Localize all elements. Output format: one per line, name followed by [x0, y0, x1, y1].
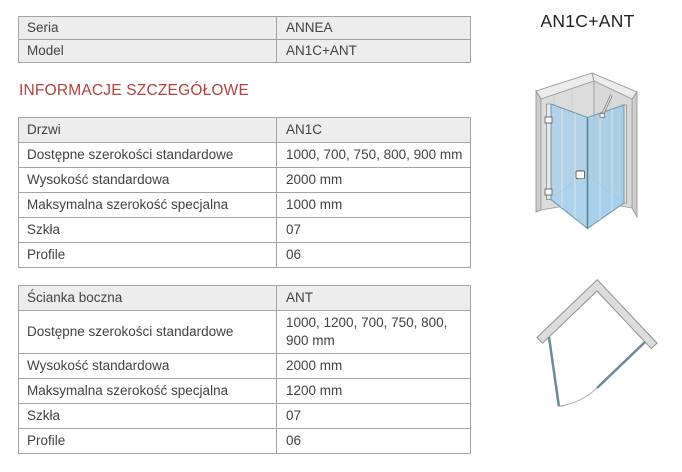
- row-label: Wysokość standardowa: [19, 354, 277, 379]
- table-row: [19, 311, 471, 354]
- side-header-label: Ścianka boczna: [19, 286, 277, 311]
- row-value: 06: [277, 429, 471, 454]
- section-heading: INFORMACJE SZCZEGÓŁOWE: [19, 82, 250, 99]
- spec-table-door: [18, 117, 471, 268]
- row-label: Szkła: [19, 404, 277, 429]
- meta-value-seria: ANNEA: [277, 17, 471, 40]
- spec-table-side-wall: [18, 285, 471, 454]
- table-header-row: [19, 118, 471, 143]
- row-value: 07: [277, 404, 471, 429]
- table-row: [19, 193, 471, 218]
- door-header-label: Drzwi: [19, 118, 277, 143]
- table-row: [19, 243, 471, 268]
- row-value: 1000 mm: [277, 193, 471, 218]
- table-row: [19, 40, 471, 63]
- hinge-bottom-icon: [545, 189, 552, 195]
- table-row: [19, 17, 471, 40]
- table-row: [19, 354, 471, 379]
- plan-walls: [537, 280, 657, 349]
- plan-view-drawing: [525, 278, 665, 418]
- row-label: Dostępne szerokości standardowe: [19, 143, 277, 168]
- diagram-title: AN1C+ANT: [540, 11, 635, 31]
- table-row: [19, 429, 471, 454]
- meta-label-model: Model: [19, 40, 277, 63]
- glass-side-panel: [588, 105, 625, 229]
- table-row: [19, 168, 471, 193]
- table-row: [19, 218, 471, 243]
- plan-door-open: [549, 337, 559, 406]
- meta-value-model: AN1C+ANT: [277, 40, 471, 63]
- hinge-top-icon: [545, 117, 552, 123]
- door-header-value: AN1C: [277, 118, 471, 143]
- row-label: Dostępne szerokości standardowe: [19, 311, 277, 354]
- table-row: [19, 404, 471, 429]
- table-header-row: [19, 286, 471, 311]
- row-label: Wysokość standardowa: [19, 168, 277, 193]
- door-knob-icon: [576, 171, 585, 179]
- row-value: 1000, 1200, 700, 750, 800, 900 mm: [277, 311, 471, 354]
- table-row: [19, 379, 471, 404]
- row-value: 06: [277, 243, 471, 268]
- side-header-value: ANT: [277, 286, 471, 311]
- row-value: 2000 mm: [277, 354, 471, 379]
- table-row: [19, 143, 471, 168]
- meta-table: [18, 16, 471, 63]
- door-swing-arc: [559, 388, 597, 406]
- row-label: Maksymalna szerokość specjalna: [19, 193, 277, 218]
- row-label: Profile: [19, 243, 277, 268]
- row-label: Maksymalna szerokość specjalna: [19, 379, 277, 404]
- row-label: Profile: [19, 429, 277, 454]
- meta-label-seria: Seria: [19, 17, 277, 40]
- row-label: Szkła: [19, 218, 277, 243]
- plan-side-panel: [597, 342, 645, 388]
- isometric-enclosure-drawing: [510, 58, 680, 268]
- row-value: 1200 mm: [277, 379, 471, 404]
- row-value: 1000, 700, 750, 800, 900 mm: [277, 143, 471, 168]
- glass-door: [551, 104, 588, 229]
- row-value: 07: [277, 218, 471, 243]
- row-value: 2000 mm: [277, 168, 471, 193]
